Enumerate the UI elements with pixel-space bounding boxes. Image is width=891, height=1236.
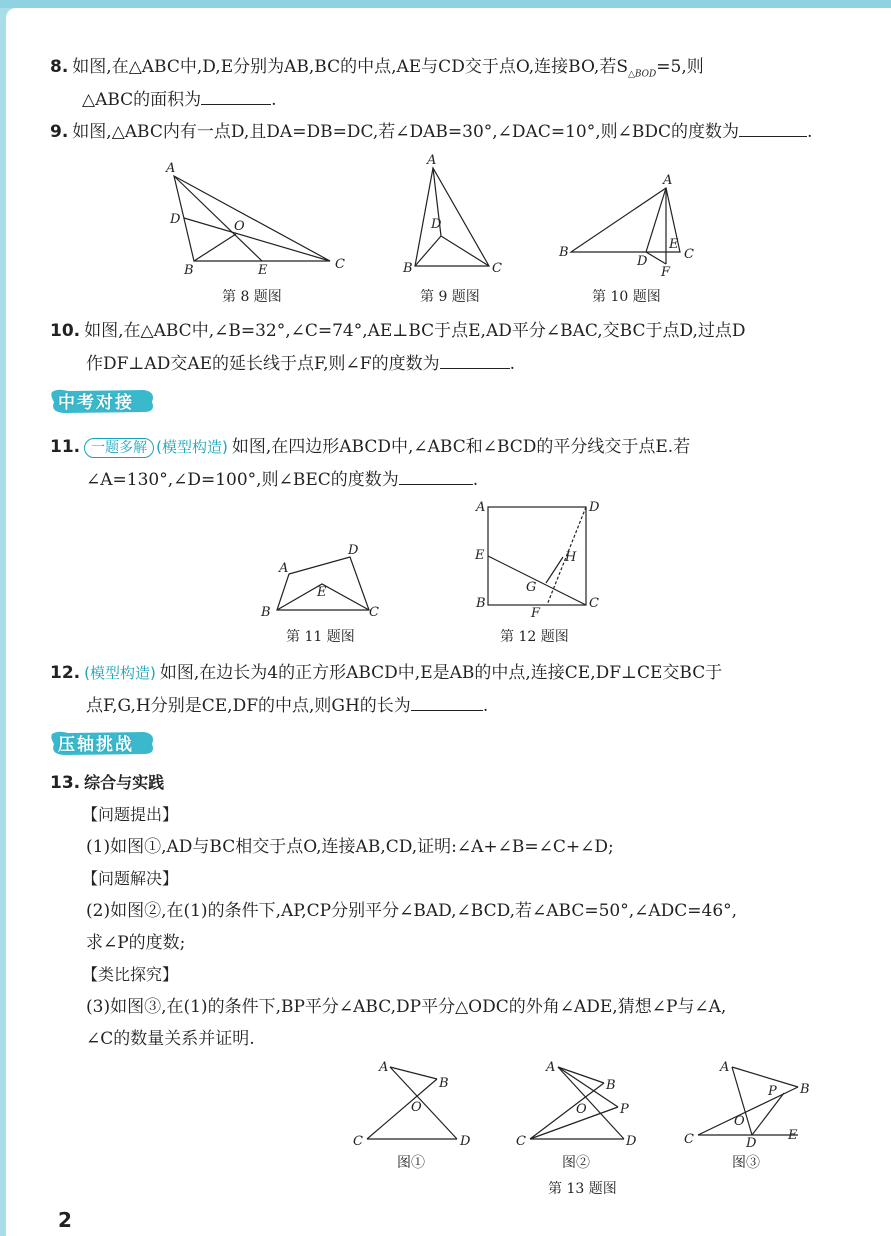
question-12-line-2 xyxy=(86,694,488,717)
triangle-abc xyxy=(571,188,680,252)
question-text: 如图,在边长为4的正方形ABCD中,E是AB的中点,连接CE,DF⊥CE交BC于 xyxy=(159,663,723,683)
figure-8 xyxy=(160,150,360,280)
figure-9 xyxy=(395,150,515,280)
answer-blank[interactable] xyxy=(440,352,510,369)
question-13-part-1: (1)如图①,AD与BC相交于点O,连接AB,CD,证明:∠A+∠B=∠C+∠D; xyxy=(86,837,614,857)
question-9-line-1 xyxy=(50,120,812,143)
question-text: △ABC的面积为 xyxy=(82,90,202,110)
label-c: C xyxy=(492,261,502,276)
label-b: B xyxy=(261,605,271,620)
segment-ad xyxy=(646,188,666,252)
segment-ab xyxy=(732,1067,798,1087)
question-8-line-1 xyxy=(50,56,704,85)
segment-cd xyxy=(184,218,330,261)
segment-dp xyxy=(752,1093,784,1135)
caption-figure-3: 图③ xyxy=(732,1155,760,1171)
figure-13-2 xyxy=(510,1055,640,1150)
answer-blank[interactable] xyxy=(739,120,807,137)
label-b: B xyxy=(606,1078,616,1093)
question-10-line-2 xyxy=(86,352,515,375)
segment-bc xyxy=(367,1079,437,1139)
label-b: B xyxy=(184,263,194,278)
question-number: 8. xyxy=(50,57,69,77)
segment-ab xyxy=(390,1067,437,1079)
label-a: A xyxy=(166,161,176,176)
label-c: C xyxy=(516,1134,526,1149)
label-a: A xyxy=(546,1060,556,1075)
label-d: D xyxy=(348,543,359,558)
question-number: 9. xyxy=(50,122,69,142)
label-o: O xyxy=(576,1102,587,1117)
question-text: 如图,在△ABC中,∠B=32°,∠C=74°,AE⊥BC于点E,AD平分∠BAC,交BC于点D,过点D xyxy=(84,321,746,341)
question-text: 点F,G,H分别是CE,DF的中点,则GH的长为 xyxy=(86,696,411,716)
question-number: 10. xyxy=(50,321,81,341)
label-a: A xyxy=(720,1060,730,1075)
question-text: 如图,在四边形ABCD中,∠ABC和∠BCD的平分线交于点E.若 xyxy=(231,437,691,457)
section-banner-zhongkao xyxy=(48,386,160,416)
figure-10 xyxy=(555,172,705,282)
question-text: . xyxy=(472,470,479,490)
figure-12 xyxy=(470,495,610,620)
segments-bd-dc xyxy=(415,236,489,266)
triangle-abc xyxy=(415,168,489,266)
caption-figure-2: 图② xyxy=(562,1155,590,1171)
label-b: B xyxy=(800,1082,810,1097)
multi-solution-badge: 一题多解 xyxy=(84,438,154,458)
label-e: E xyxy=(317,585,327,600)
caption-figure-9: 第 9 题图 xyxy=(420,289,480,305)
caption-figure-12: 第 12 题图 xyxy=(500,629,569,645)
subheading-problem: 【问题提出】 xyxy=(82,805,179,824)
question-text: =5,则 xyxy=(656,57,704,77)
caption-figure-10: 第 10 题图 xyxy=(592,289,661,305)
label-c: C xyxy=(369,605,379,620)
caption-figure-8: 第 8 题图 xyxy=(222,289,282,305)
figure-13-3 xyxy=(680,1055,820,1150)
label-h: H xyxy=(565,550,577,565)
label-b: B xyxy=(403,261,413,276)
top-border xyxy=(0,0,891,8)
question-text: . xyxy=(509,354,516,374)
segment-df xyxy=(646,252,666,264)
question-11-line-2 xyxy=(86,468,478,491)
question-title: 综合与实践 xyxy=(84,773,165,792)
figure-13-1 xyxy=(345,1055,475,1150)
label-e: E xyxy=(258,263,268,278)
label-o: O xyxy=(234,219,245,234)
subscript: △BOD xyxy=(627,69,657,80)
label-c: C xyxy=(335,257,345,272)
question-13-part-3a: (3)如图③,在(1)的条件下,BP平分∠ABC,DP平分△ODC的外角∠ADE,猜想∠P与∠A, xyxy=(86,997,727,1017)
answer-blank[interactable] xyxy=(399,468,473,485)
caption-figure-1: 图① xyxy=(397,1155,425,1171)
caption-figure-11: 第 11 题图 xyxy=(286,629,355,645)
label-d: D xyxy=(431,217,442,232)
label-d: D xyxy=(746,1136,757,1150)
section-label: 压轴挑战 xyxy=(58,735,134,755)
question-10-line-1 xyxy=(50,320,746,342)
question-text: 如图,在△ABC中,D,E分别为AB,BC的中点,AE与CD交于点O,连接BO,若S xyxy=(72,57,628,77)
question-text: . xyxy=(482,696,489,716)
label-e: E xyxy=(669,237,679,252)
label-p: P xyxy=(620,1102,629,1117)
section-banner-yazhou xyxy=(48,728,160,758)
answer-blank[interactable] xyxy=(201,88,271,105)
figure-11 xyxy=(255,540,390,625)
question-text: 作DF⊥AD交AE的延长线于点F,则∠F的度数为 xyxy=(86,354,440,374)
section-label: 中考对接 xyxy=(58,393,134,413)
question-12-line-1 xyxy=(50,662,722,684)
segment-cp xyxy=(530,1107,618,1139)
label-c: C xyxy=(684,1132,694,1147)
question-13-part-2a: (2)如图②,在(1)的条件下,AP,CP分别平分∠BAD,∠BCD,若∠ABC=50°,∠ADC=46°, xyxy=(86,901,738,921)
question-text: ∠A=130°,∠D=100°,则∠BEC的度数为 xyxy=(86,470,399,490)
segment-bo xyxy=(194,234,236,261)
question-text: . xyxy=(806,122,813,142)
label-d: D xyxy=(637,254,648,269)
label-e: E xyxy=(788,1128,798,1143)
question-8-line-2 xyxy=(82,88,277,111)
label-a: A xyxy=(663,173,673,188)
question-number: 12. xyxy=(50,663,81,683)
label-a: A xyxy=(379,1060,389,1075)
model-tag: (模型构造) xyxy=(156,438,228,456)
label-d: D xyxy=(589,500,600,515)
question-13-part-2b: 求∠P的度数; xyxy=(86,933,186,953)
subheading-solution: 【问题解决】 xyxy=(82,869,179,888)
label-d: D xyxy=(170,212,181,227)
model-tag: (模型构造) xyxy=(84,664,156,682)
question-text: 如图,△ABC内有一点D,且DA=DB=DC,若∠DAB=30°,∠DAC=10°,则∠BDC的度数为 xyxy=(72,122,739,142)
answer-blank[interactable] xyxy=(411,694,483,711)
label-e: E xyxy=(475,548,485,563)
label-c: C xyxy=(353,1134,363,1149)
question-11-line-1 xyxy=(50,436,690,458)
label-c: C xyxy=(589,596,599,611)
label-a: A xyxy=(476,500,486,515)
label-o: O xyxy=(734,1114,745,1129)
label-b: B xyxy=(559,245,569,260)
question-13-part-3b: ∠C的数量关系并证明. xyxy=(86,1029,255,1049)
label-d: D xyxy=(460,1134,471,1149)
question-text: . xyxy=(271,90,277,110)
label-b: B xyxy=(476,596,486,611)
question-number: 13. xyxy=(50,773,81,793)
subheading-analogy: 【类比探究】 xyxy=(82,965,179,984)
segment-bc xyxy=(530,1083,604,1139)
label-a: A xyxy=(427,153,437,168)
label-g: G xyxy=(526,580,537,595)
label-d: D xyxy=(626,1134,637,1149)
label-a: A xyxy=(279,561,289,576)
label-b: B xyxy=(439,1076,449,1091)
question-13-title xyxy=(50,772,164,794)
page-number: 2 xyxy=(58,1208,72,1232)
triangle-abc xyxy=(174,176,330,261)
label-f: F xyxy=(661,265,671,280)
label-f: F xyxy=(531,606,541,620)
label-o: O xyxy=(411,1100,422,1115)
label-p: P xyxy=(768,1084,777,1099)
caption-figure-13: 第 13 题图 xyxy=(548,1181,617,1197)
question-number: 11. xyxy=(50,437,81,457)
label-c: C xyxy=(684,247,694,262)
